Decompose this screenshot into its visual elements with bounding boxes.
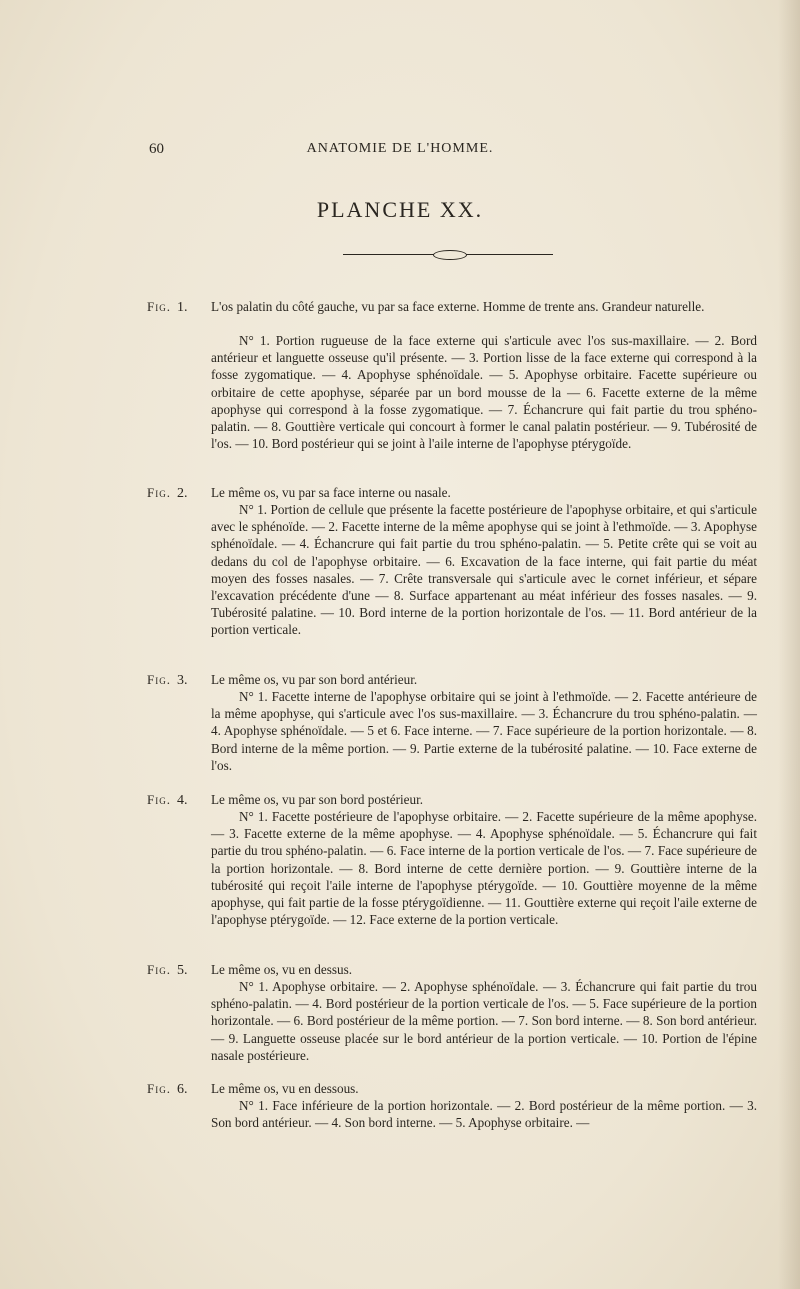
figure-prefix: Fig. xyxy=(147,1081,171,1096)
figure-legend-items: N° 1. Portion de cellule que présente la facette postérieure de l'apophyse orbitaire, et qui s'articule avec le sphénoïde. — 2. Facette interne de la même apophyse qui se joint à l'ethmoïde. — 3. Apophyse sphénoïdale. — 4. Échancrure qui fait partie du trou sphéno-palatin. — 5. Petite crête qui se voit au dedans du col de l'apophyse orbitaire. — 6. Excavation de la face interne, qui fait partie du méat moyen des fosses nasales. — 7. Crête transversale qui s'articule avec le cornet inférieur, et sépare l'excavation précédente d'une — 8. Surface appartenant au méat inférieur des fosses nasales. — 9. Tubérosité palatine. — 10. Bord interne de la portion horizontale de l'os. — 11. Bord antérieur de la portion verticale. xyxy=(211,502,757,638)
figure-legend-items: N° 1. Face inférieure de la portion horizontale. — 2. Bord postérieur de la même portion. — 3. Son bord antérieur. — 4. Son bord interne. — 5. Apophyse orbitaire. — xyxy=(211,1098,757,1131)
figure-number: 6. xyxy=(176,1082,188,1097)
figure-prefix: Fig. xyxy=(147,962,171,977)
figure-prefix: Fig. xyxy=(147,792,171,807)
figure-caption: Le même os, vu par son bord postérieur. xyxy=(211,792,424,807)
figure-caption: Le même os, vu en dessus. xyxy=(211,962,353,977)
figure-label xyxy=(147,1080,187,1098)
rule-ornament xyxy=(433,250,467,260)
page-spine-shadow xyxy=(778,0,800,1289)
figure-legend-items: N° 1. Facette postérieure de l'apophyse orbitaire. — 2. Facette supérieure de la même apophyse. — 3. Facette externe de la même apophyse. — 4. Apophyse sphénoïdale. — 5. Échancrure qui fait partie du trou sphéno-palatin. — 6. Face interne de la portion verticale de l'os. — 7. Face supérieure de la portion horizontale. — 8. Bord interne de cette dernière portion. — 9. Gouttière interne de la tubérosité qui reçoit l'aile interne de l'apophyse ptérygoïde. — 10. Gouttière moyenne de la même apophyse, qui fait partie de la fosse ptérygoïdienne. — 11. Gouttière externe qui reçoit l'aile externe de l'apophyse ptérygoïde. — 12. Face externe de la portion verticale. xyxy=(211,809,757,928)
figure-caption: Le même os, vu par son bord antérieur. xyxy=(211,672,418,687)
figure-legend-items: N° 1. Facette interne de l'apophyse orbitaire qui se joint à l'ethmoïde. — 2. Facette antérieure de la même apophyse, qui s'articule avec l'os sus-maxillaire. — 3. Échancrure du trou sphéno-palatin. — 4. Apophyse sphénoïdale. — 5 et 6. Face interne. — 7. Face supérieure de la portion horizontale. — 8. Bord interne de la même portion. — 9. Partie externe de la tubérosité palatine. — 10. Face externe de l'os. xyxy=(211,689,757,773)
figure-label xyxy=(147,791,187,809)
figure-number: 5. xyxy=(176,963,188,978)
figure-caption: Le même os, vu en dessous. xyxy=(211,1081,359,1096)
figure-label xyxy=(147,298,187,316)
running-title: ANATOMIE DE L'HOMME. xyxy=(306,141,494,156)
figure-label xyxy=(147,961,187,979)
figure-label xyxy=(147,671,187,689)
figure-legend-items: N° 1. Portion rugueuse de la face externe qui s'articule avec l'os sus-maxillaire. — 2. Bord antérieur et languette osseuse qu'il présente. — 3. Portion lisse de la face externe qui correspond à la fosse zygomatique. — 4. Apophyse sphénoïdale. — 5. Apophyse orbitaire. Facette supérieure ou orbitaire de cette apophyse, séparée par un bord mousse de la — 6. Facette externe de la même apophyse qui correspond à la fosse zygomatique. — 7. Échancrure qui fait partie du trou sphéno-palatin. — 8. Gouttière verticale qui concourt à former le canal palatin postérieur. — 9. Tubérosité de l'os. — 10. Bord postérieur qui se joint à l'aile interne de l'apophyse ptérygoïde. xyxy=(211,333,757,452)
figure-label xyxy=(147,484,187,502)
figure-number: 1. xyxy=(176,300,188,315)
figure-number: 3. xyxy=(176,673,188,688)
figure-prefix: Fig. xyxy=(147,485,171,500)
running-head xyxy=(0,141,800,161)
plate-title: PLANCHE XX. xyxy=(316,197,484,222)
figure-number: 4. xyxy=(176,793,188,808)
figure-legend-items: N° 1. Apophyse orbitaire. — 2. Apophyse sphénoïdale. — 3. Échancrure qui fait partie du trou sphéno-palatin. — 4. Bord postérieur de la portion verticale de l'os. — 5. Face supérieure de la portion horizontale. — 6. Bord postérieur de la même portion. — 7. Son bord interne. — 8. Son bord antérieur. — 9. Languette osseuse placée sur le bord antérieur de la portion verticale. — 10. Portion de l'épine nasale postérieure. xyxy=(211,979,757,1063)
figure-caption: Le même os, vu par sa face interne ou nasale. xyxy=(211,485,451,500)
figure-prefix: Fig. xyxy=(147,299,171,314)
page-number: 60 xyxy=(149,141,164,157)
figure-number: 2. xyxy=(176,486,188,501)
figure-caption: L'os palatin du côté gauche, vu par sa face externe. Homme de trente ans. Grandeur naturelle. xyxy=(211,299,705,314)
figure-prefix: Fig. xyxy=(147,672,171,687)
